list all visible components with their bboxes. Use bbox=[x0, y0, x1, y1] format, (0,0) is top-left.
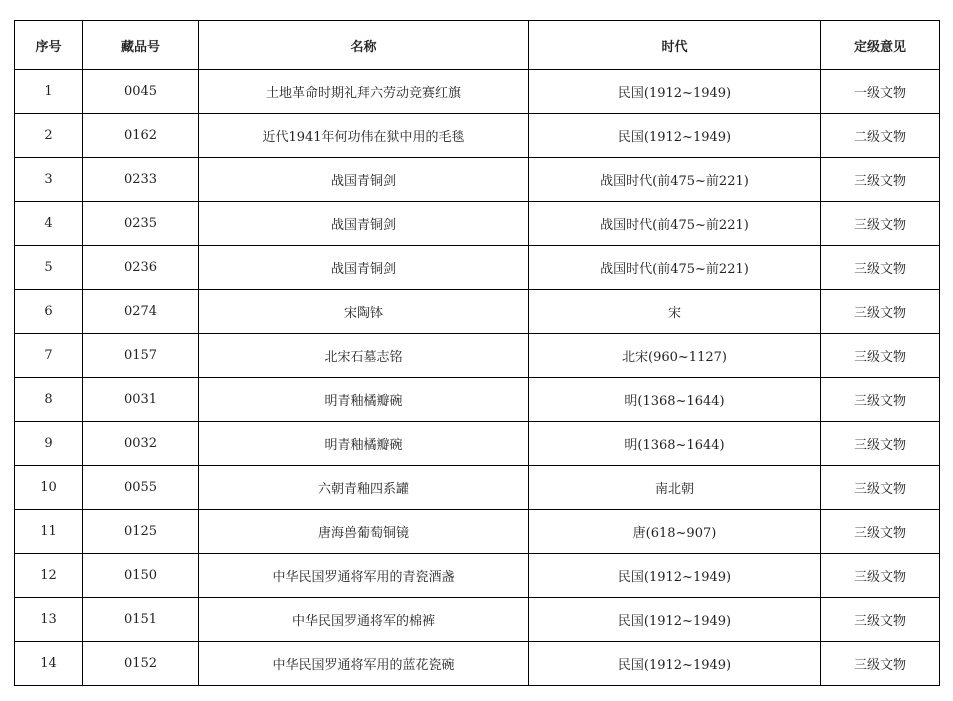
cell-grade: 三级文物 bbox=[821, 202, 940, 246]
cell-name: 唐海兽葡萄铜镜 bbox=[199, 510, 529, 554]
cell-grade: 三级文物 bbox=[821, 422, 940, 466]
cell-name: 明青釉橘瓣碗 bbox=[199, 378, 529, 422]
table-row bbox=[15, 510, 940, 554]
cell-name: 战国青铜剑 bbox=[199, 246, 529, 290]
cell-name: 战国青铜剑 bbox=[199, 158, 529, 202]
cell-collection-number: 0125 bbox=[83, 510, 199, 554]
cell-grade: 三级文物 bbox=[821, 246, 940, 290]
cell-grade: 三级文物 bbox=[821, 158, 940, 202]
header-row bbox=[15, 21, 940, 70]
cell-index: 4 bbox=[15, 202, 83, 246]
cell-index: 1 bbox=[15, 70, 83, 114]
cell-name: 六朝青釉四系罐 bbox=[199, 466, 529, 510]
cell-collection-number: 0274 bbox=[83, 290, 199, 334]
cell-era: 明(1368~1644) bbox=[529, 378, 821, 422]
cell-index: 6 bbox=[15, 290, 83, 334]
cell-name: 宋陶钵 bbox=[199, 290, 529, 334]
table-row bbox=[15, 246, 940, 290]
cell-era: 民国(1912~1949) bbox=[529, 642, 821, 686]
cell-era: 明(1368~1644) bbox=[529, 422, 821, 466]
table-row bbox=[15, 642, 940, 686]
table-row bbox=[15, 70, 940, 114]
cell-collection-number: 0152 bbox=[83, 642, 199, 686]
cell-collection-number: 0151 bbox=[83, 598, 199, 642]
cell-index: 7 bbox=[15, 334, 83, 378]
cell-era: 民国(1912~1949) bbox=[529, 114, 821, 158]
cell-grade: 三级文物 bbox=[821, 290, 940, 334]
cell-era: 宋 bbox=[529, 290, 821, 334]
cell-grade: 三级文物 bbox=[821, 554, 940, 598]
cell-grade: 三级文物 bbox=[821, 510, 940, 554]
table-row bbox=[15, 114, 940, 158]
cell-collection-number: 0150 bbox=[83, 554, 199, 598]
cell-collection-number: 0031 bbox=[83, 378, 199, 422]
relics-table bbox=[14, 20, 940, 686]
cell-index: 13 bbox=[15, 598, 83, 642]
header-grade: 定级意见 bbox=[821, 21, 940, 70]
cell-era: 南北朝 bbox=[529, 466, 821, 510]
cell-grade: 三级文物 bbox=[821, 598, 940, 642]
cell-collection-number: 0233 bbox=[83, 158, 199, 202]
header-collection-number: 藏品号 bbox=[83, 21, 199, 70]
table-row bbox=[15, 554, 940, 598]
cell-name: 明青釉橘瓣碗 bbox=[199, 422, 529, 466]
cell-era: 唐(618~907) bbox=[529, 510, 821, 554]
cell-index: 11 bbox=[15, 510, 83, 554]
cell-grade: 三级文物 bbox=[821, 378, 940, 422]
cell-index: 2 bbox=[15, 114, 83, 158]
cell-index: 14 bbox=[15, 642, 83, 686]
cell-collection-number: 0162 bbox=[83, 114, 199, 158]
table-body bbox=[15, 70, 940, 686]
header-era: 时代 bbox=[529, 21, 821, 70]
table-row bbox=[15, 422, 940, 466]
cell-collection-number: 0157 bbox=[83, 334, 199, 378]
cell-collection-number: 0032 bbox=[83, 422, 199, 466]
cell-era: 北宋(960~1127) bbox=[529, 334, 821, 378]
cell-era: 民国(1912~1949) bbox=[529, 598, 821, 642]
cell-name: 中华民国罗通将军用的青瓷酒盏 bbox=[199, 554, 529, 598]
cell-era: 战国时代(前475~前221) bbox=[529, 246, 821, 290]
cell-name: 战国青铜剑 bbox=[199, 202, 529, 246]
header-name: 名称 bbox=[199, 21, 529, 70]
cell-name: 土地革命时期礼拜六劳动竞赛红旗 bbox=[199, 70, 529, 114]
cell-collection-number: 0235 bbox=[83, 202, 199, 246]
header-index: 序号 bbox=[15, 21, 83, 70]
cell-name: 北宋石墓志铭 bbox=[199, 334, 529, 378]
cell-index: 12 bbox=[15, 554, 83, 598]
cell-index: 5 bbox=[15, 246, 83, 290]
cell-index: 10 bbox=[15, 466, 83, 510]
cell-grade: 二级文物 bbox=[821, 114, 940, 158]
cell-name: 中华民国罗通将军用的蓝花瓷碗 bbox=[199, 642, 529, 686]
table-row bbox=[15, 158, 940, 202]
cell-grade: 三级文物 bbox=[821, 334, 940, 378]
cell-era: 民国(1912~1949) bbox=[529, 554, 821, 598]
cell-grade: 三级文物 bbox=[821, 466, 940, 510]
cell-index: 8 bbox=[15, 378, 83, 422]
cell-name: 中华民国罗通将军的棉裤 bbox=[199, 598, 529, 642]
table-row bbox=[15, 466, 940, 510]
cell-collection-number: 0045 bbox=[83, 70, 199, 114]
cell-grade: 三级文物 bbox=[821, 642, 940, 686]
cell-name: 近代1941年何功伟在狱中用的毛毯 bbox=[199, 114, 529, 158]
cell-collection-number: 0055 bbox=[83, 466, 199, 510]
cell-index: 9 bbox=[15, 422, 83, 466]
cell-collection-number: 0236 bbox=[83, 246, 199, 290]
cell-era: 民国(1912~1949) bbox=[529, 70, 821, 114]
cell-grade: 一级文物 bbox=[821, 70, 940, 114]
table-row bbox=[15, 598, 940, 642]
cell-era: 战国时代(前475~前221) bbox=[529, 158, 821, 202]
table-row bbox=[15, 378, 940, 422]
table-row bbox=[15, 202, 940, 246]
cell-index: 3 bbox=[15, 158, 83, 202]
table-row bbox=[15, 334, 940, 378]
table-row bbox=[15, 290, 940, 334]
cell-era: 战国时代(前475~前221) bbox=[529, 202, 821, 246]
